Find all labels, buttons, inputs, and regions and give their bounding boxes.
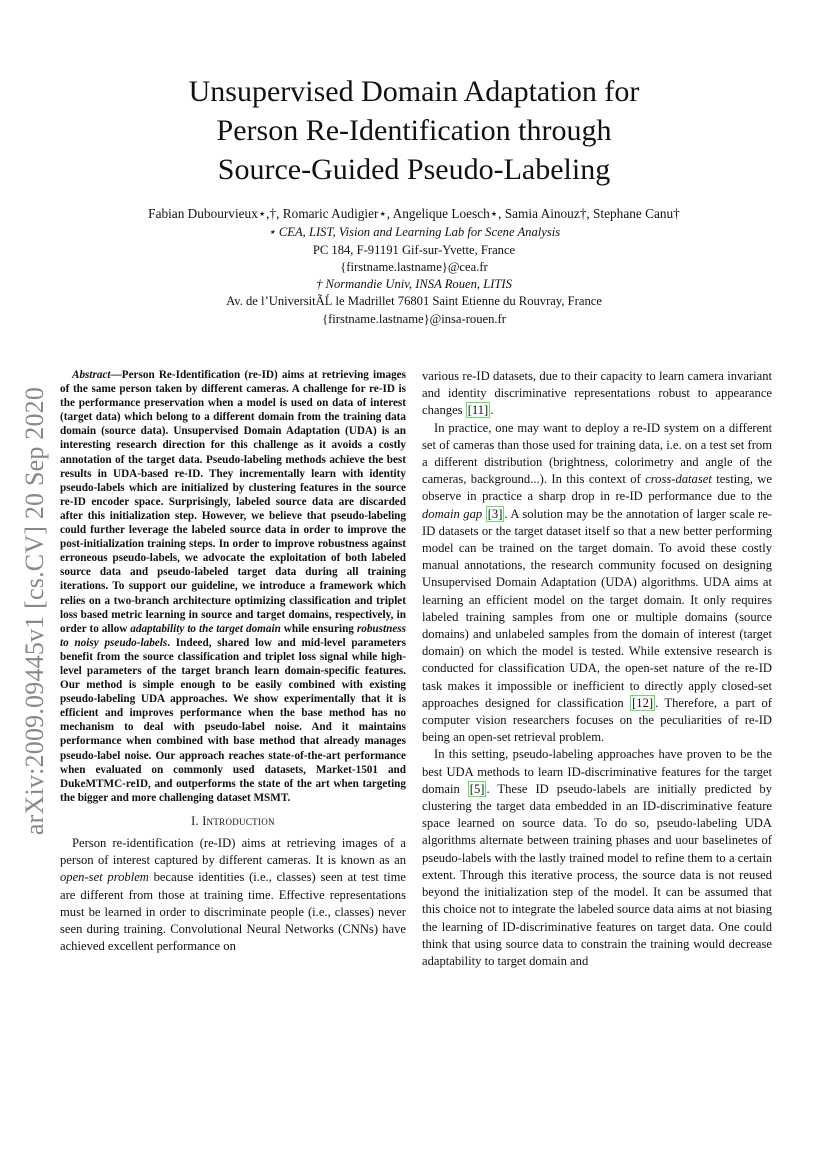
emphasis-text: domain gap <box>422 506 483 521</box>
title-line-2: Person Re-Identification through <box>216 114 612 147</box>
left-column <box>60 368 406 955</box>
text-span: In practice, one may want to deploy a re-ID system on a different set of cameras than those used for training data, i.e. on a test set from a different distribution (brightness, colorimetry and angle of the cameras, background...). In this context of <box>422 420 772 487</box>
citation-link[interactable]: [11] <box>467 403 489 418</box>
text-span: . These ID pseudo-labels are initially predicted by clustering the target data embedded in an ID-discriminative feature space learned on source data. To do so, pseudo-labeling UDA algorithms alternate between training phases and uour baselinetes of pseudo-labels with the lastly trained model to refine them to a certain extent. Through this iterative process, the source data is not reused beyond the initialization step of the model. It can be assumed that this choice not to integrate the labeled source data aims at not biasing the learning of ID-discriminative features on target data. One could think that using source data to constrain the training would decrease adaptability to target domain and <box>422 781 772 968</box>
intro-text-2: because identities (i.e., classes) seen at test time are different from those at training time. Effective representations must be learned in order to discriminate people (i.e., classes) never seen during training. Convolutional Neural Networks (CNNs) have achieved excellent performance on <box>60 870 406 954</box>
paragraph-pseudo-labeling <box>422 746 772 970</box>
text-span: . A solution may be the annotation of larger scale re-ID datasets or the target dataset itself so that a new better performing model can be trained on the target domain. To avoid these costly manual annotations, the research community focused on designing Unsupervised Domain Adaptation (UDA) algorithms. UDA aims at learning an efficient model on the target domain. It only requires labeled training samples from one or multiple domains (source domains) and unlabeled samples from the domain of interest (target domain) on which the model is tested. While extensive research is conducted for classification UDA, the open-set nature of the re-ID task makes it impossible or inefficient to directly apply closed-set approaches designed for classification <box>422 506 772 710</box>
intro-emphasis: open-set problem <box>60 870 149 885</box>
affiliation-1-email: {firstname.lastname}@cea.fr <box>340 260 488 274</box>
paper-title <box>0 72 828 189</box>
emphasis-text: cross-dataset <box>645 472 712 487</box>
affiliation-2-name: † Normandie Univ, INSA Rouen, LITIS <box>316 277 512 291</box>
text-span: various re-ID datasets, due to their capacity to learn camera invariant and identity discriminative representations robust to appearance changes <box>422 369 772 418</box>
text-span: In this setting, pseudo-labeling approaches have proven to be the best UDA methods to learn ID-discriminative features for the target domain <box>422 747 772 796</box>
author-list: Fabian Dubourvieux⋆,†, Romaric Audigier⋆, Angelique Loesch⋆, Samia Ainouz†, Stephane Canu† <box>148 206 680 221</box>
abstract-emphasis-2: robustness to noisy pseudo-labels <box>60 622 406 649</box>
section-title: Introduction <box>202 813 275 828</box>
section-heading-introduction <box>60 814 406 829</box>
affiliation-1-name: ⋆ CEA, LIST, Vision and Learning Lab for Scene Analysis <box>267 225 561 239</box>
title-line-3: Source-Guided Pseudo-Labeling <box>217 153 611 186</box>
text-span: . Therefore, a part of computer vision researchers focuses on the peculiarities of re-ID being an open-set retrieval problem. <box>422 695 772 745</box>
abstract <box>60 368 406 805</box>
abstract-text-3: . Indeed, shared low and mid-level parameters benefit from the source classification and triplet loss signal while high-level parameters of the target branch learn domain-specific features. Our method is simple enough to be easily combined with existing pseudo-labeling UDA approaches. We show experimentally that it is efficient and improves performance when the base method has no mechanism to deal with pseudo-label noise. And it maintains performance when combined with base method that already manages pseudo-label noise. Our approach reaches state-of-the-art performance when evaluated on commonly used datasets, Market-1501 and DukeMTMC-reID, and outperforms the state of the art when targeting the bigger and more challenging dataset MSMT. <box>60 636 406 804</box>
text-span: testing, we observe in practice a sharp drop in re-ID performance due to the <box>422 472 772 504</box>
abstract-label: Abstract <box>72 369 111 381</box>
citation-link[interactable]: [3] <box>487 506 503 521</box>
text-span: . <box>490 403 494 418</box>
arxiv-identifier: arXiv:2009.09445v1 [cs.CV] 20 Sep 2020 <box>20 386 49 836</box>
abstract-text-1: —Person Re-Identification (re-ID) aims at retrieving images of the same person taken by different cameras. A challenge for re-ID is the performance preservation when a model is used on data of interest (target data) which belong to a different domain from the training data domain (source data). Unsupervised Domain Adaptation (UDA) is an interesting research direction for this challenge as it avoids a costly annotation of the target data. Pseudo-labeling methods achieve the best results in UDA-based re-ID. They incrementally learn with identity pseudo-labels which are initialized by clustering features in the source re-ID encoder space. Surprisingly, labeled source data are discarded after this initialization step. However, we believe that pseudo-labeling could further leverage the labeled source data in order to improve the post-initialization training steps. In order to improve robustness against erroneous pseudo-labels, we advocate the exploitation of both labeled source data and pseudo-labeled target data during all training iterations. To support our guideline, we introduce a framework which relies on a two-branch architecture optimizing classification and triplet loss based metric learning in source and target domains, respectively, in order to allow <box>60 369 406 635</box>
abstract-emphasis-1: adaptability to the target domain <box>130 622 281 635</box>
intro-paragraph <box>60 835 406 955</box>
citation-link[interactable]: [5] <box>469 781 485 796</box>
intro-text-1: Person re-identification (re-ID) aims at retrieving images of a person of interest captured by different cameras. It is known as an <box>60 835 406 868</box>
paragraph-cross-dataset <box>422 420 772 747</box>
abstract-text-2: while ensuring <box>280 622 357 635</box>
affiliation-2-address: Av. de l’UniversitÃĹ le Madrillet 76801 Saint Etienne du Rouvray, France <box>226 294 602 308</box>
right-column <box>422 368 772 970</box>
citation-link[interactable]: [12] <box>632 695 654 710</box>
section-number: I. <box>191 813 199 828</box>
title-line-1: Unsupervised Domain Adaptation for <box>188 75 640 108</box>
paragraph-continued <box>422 368 772 420</box>
affiliation-2-email: {firstname.lastname}@insa-rouen.fr <box>322 312 506 326</box>
affiliation-1-address: PC 184, F-91191 Gif-sur-Yvette, France <box>312 243 516 257</box>
